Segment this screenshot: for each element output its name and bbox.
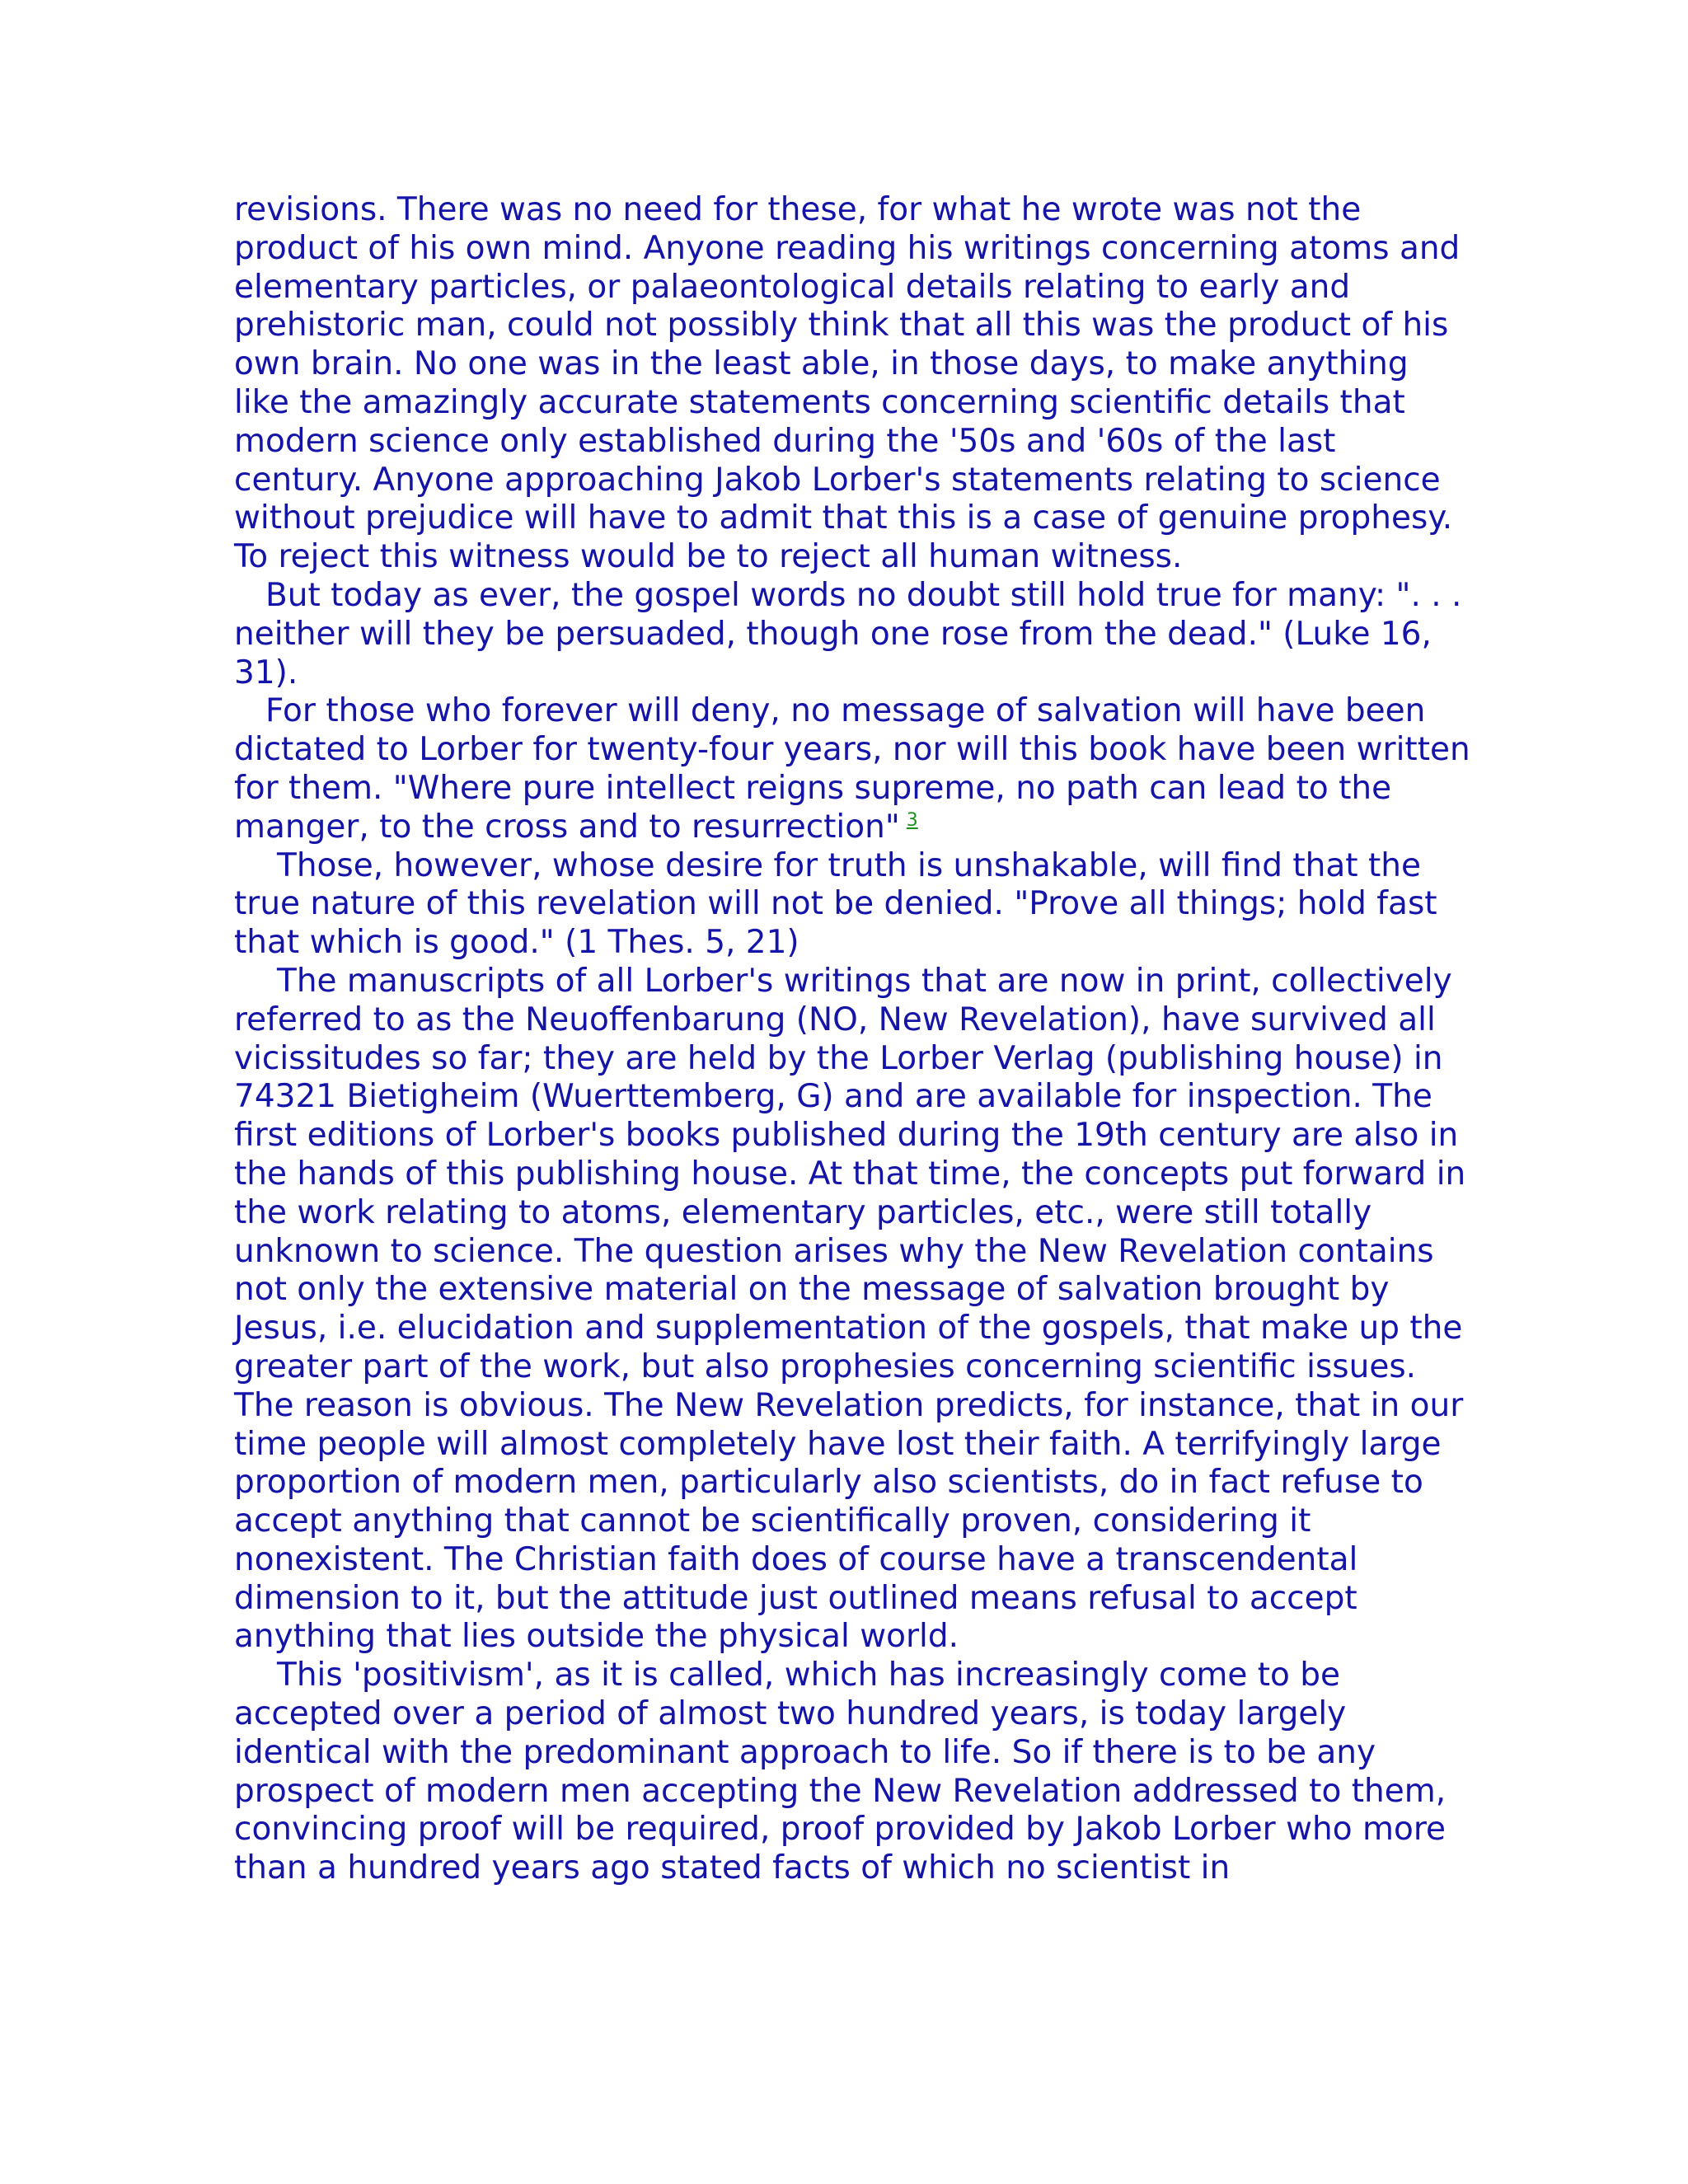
footnote-link[interactable]: 3 [906, 809, 918, 831]
paragraph-5: The manuscripts of all Lorber's writings that are now in print, collectively referred to as the Neuoffenbarung (NO, New Revelation), have survived all vicissitudes so far; they are held by the Lorber Verlag (publishing house) in 74321 Bietigheim (Wuerttemberg, G) and are available for inspection. The first editions of Lorber's books published during the 19th century are also in the hands of this publishing house. At that time, the concepts put forward in the work relating to atoms, elementary particles, etc., were still totally unknown to science. The question arises why the New Revelation contains not only the extensive material on the message of salvation brought by Jesus, i.e. elucidation and supplementation of the gospels, that make up the greater part of the work, but also prophesies concerning scientific issues. The reason is obvious. The New Revelation predicts, for instance, that in our time people will almost completely have lost their faith. A terrifyingly large proportion of modern men, particularly also scientists, do in fact refuse to accept anything that cannot be scientifically proven, considering it nonexistent. The Christian faith does of course have a transcendental dimension to it, but the attitude just outlined means refusal to accept anything that lies outside the physical world. [234, 962, 1466, 1656]
paragraph-3-text: For those who forever will deny, no message of salvation will have been dictated to Lorber for twenty-four years, nor will this book have been written for them. "Where pure intellect reigns supreme, no path can lead to the manger, to the cross and to resurrection" [234, 692, 1470, 846]
paragraph-3 [234, 692, 1470, 846]
paragraph-1: revisions. There was no need for these, for what he wrote was not the product of his own mind. Anyone reading his writings concerning atoms and elementary particles, or palaeontological details relating to early and prehistoric man, could not possibly think that all this was the product of his own brain. No one was in the least able, in those days, to make anything like the amazingly accurate statements concerning scientific details that modern science only established during the '50s and '60s of the last century. Anyone approaching Jakob Lorber's statements relating to science without prejudice will have to admit that this is a case of genuine prophesy. To reject this witness would be to reject all human witness. [234, 191, 1461, 576]
paragraph-2: But today as ever, the gospel words no doubt still hold true for many: ". . . neither will they be persuaded, though one rose from the dead." (Luke 16, 31). [234, 576, 1462, 691]
paragraph-6: This 'positivism', as it is called, which has increasingly come to be accepted over a period of almost two hundred years, is today largely identical with the predominant approach to life. So if there is to be any prospect of modern men accepting the New Revelation addressed to them, convincing proof will be required, proof provided by Jakob Lorber who more than a hundred years ago stated facts of which no scientist in [234, 1657, 1447, 1887]
document-page [234, 191, 1470, 1888]
paragraph-4: Those, however, whose desire for truth is unshakable, will find that the true nature of this revelation will not be denied. "Prove all things; hold fast that which is good." (1 Thes. 5, 21) [234, 846, 1437, 962]
